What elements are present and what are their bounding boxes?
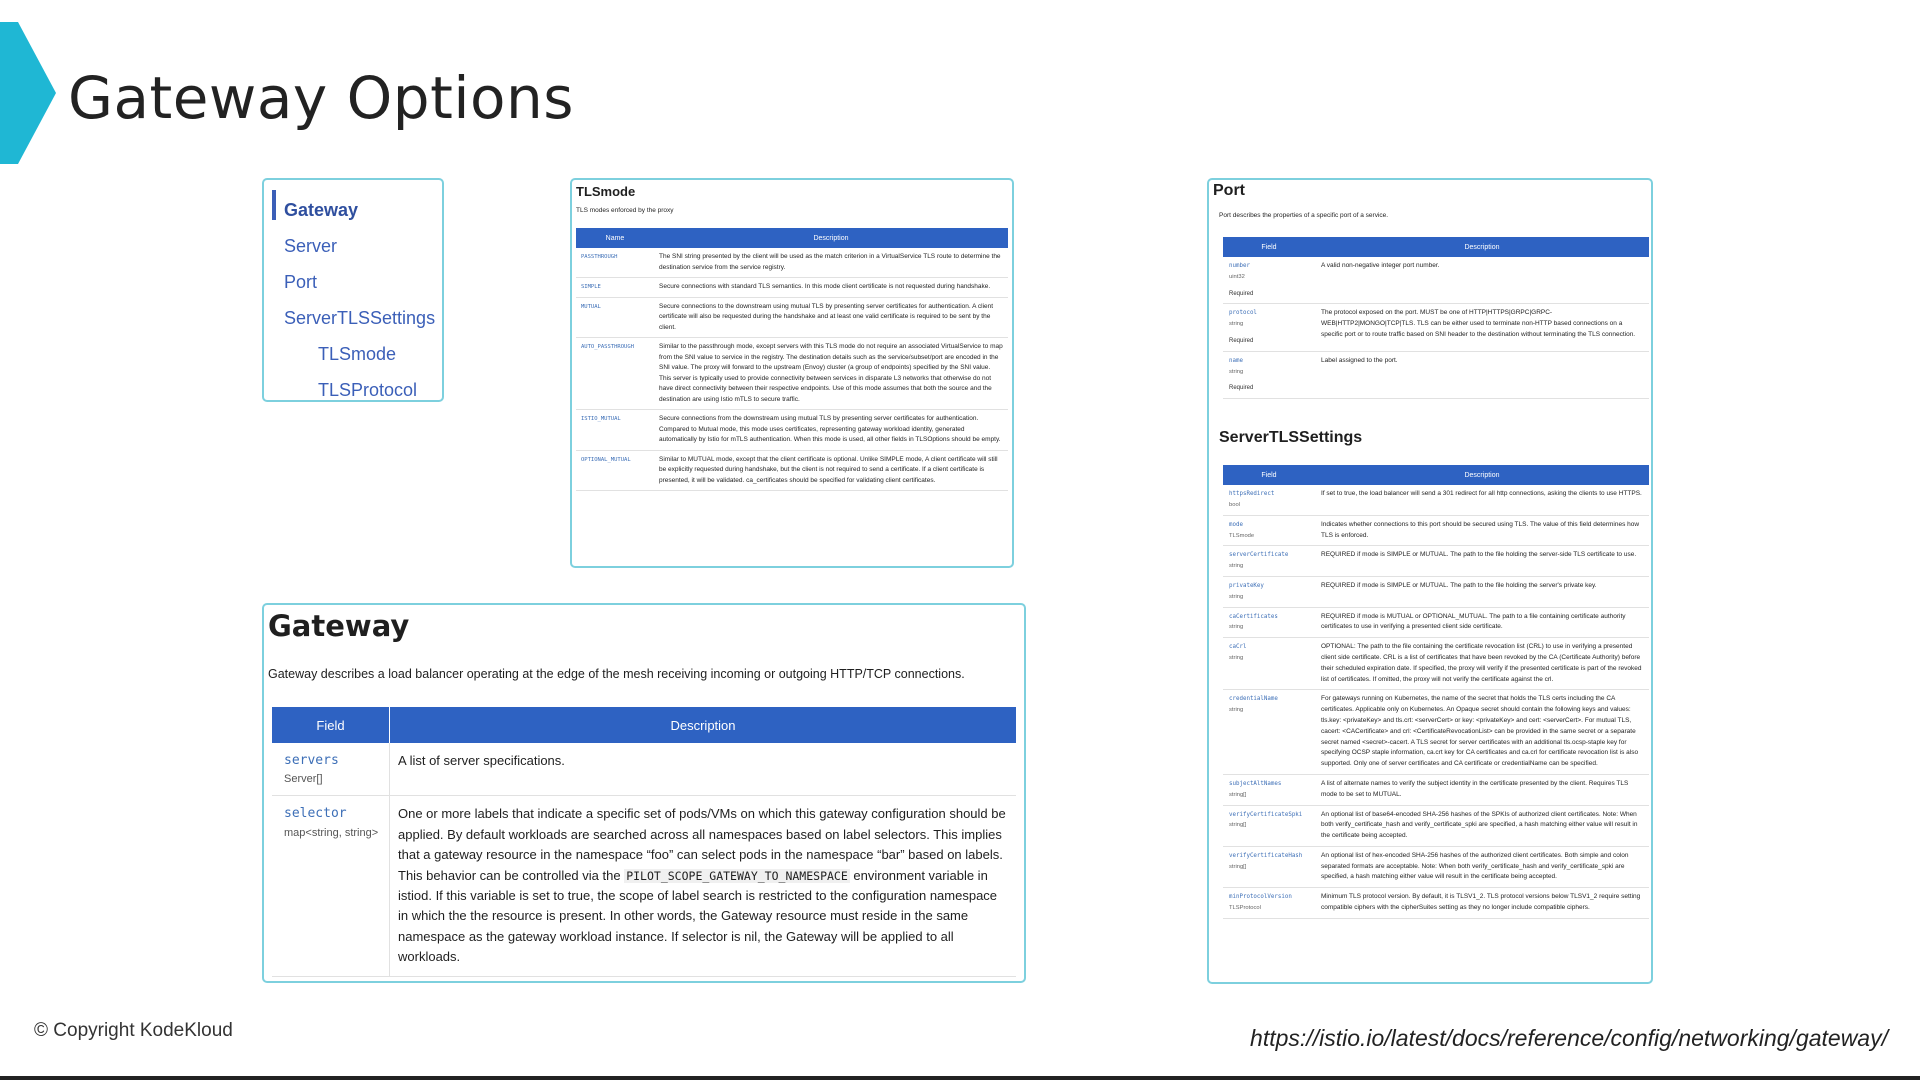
field-description: Minimum TLS protocol version. By default, it is TLSV1_2. TLS protocol versions below TLSV1_2 require setting compatible ciphers with the cipherSuites setting as they no longer include compatible ciphers. [1315,888,1649,919]
field-name: servers [284,753,339,768]
table-row [576,338,1008,410]
port-servertls-card [1207,178,1653,984]
field-name: httpsRedirect [1229,491,1275,498]
field-type: bool [1229,501,1240,508]
table-row [576,278,1008,298]
field-name: minProtocolVersion [1229,894,1292,901]
field-type: Server[] [284,773,323,786]
field-description: A list of server specifications. [390,743,1017,796]
table-row [1223,515,1649,546]
gateway-description: Gateway describes a load balancer operating at the edge of the mesh receiving incoming or outgoing HTTP/TCP connections. [268,667,965,681]
desc-part: environment variable in istiod. If this variable is set to true, the scope of label search is restricted to the configuration namespace in which the the resource is present. In other words, the Gateway resource must reside in the same namespace as the gateway workload instance. If selector is nil, the Gateway will be applied to all workloads. [398,867,998,965]
field-type: uint32 [1229,273,1245,280]
table-row [1223,304,1649,351]
table-row [1223,805,1649,846]
field-name: verifyCertificateHash [1229,852,1303,859]
table-row [1223,888,1649,919]
field-type: string[] [1229,791,1247,798]
field-name: number [1229,263,1250,269]
table-row [1223,774,1649,805]
gateway-card [262,603,1026,983]
table-row [1223,846,1649,887]
servertls-table [1223,465,1649,919]
copyright-text: © Copyright KodeKloud [34,1020,233,1041]
field-description: A list of alternate names to verify the subject identity in the certificate presented by the client. Requires TLS mode to be set to MUTUAL. [1315,774,1649,805]
field-type: string [1229,624,1244,631]
mode-description: Similar to the passthrough mode, except servers with this TLS mode do not require an associated VirtualService to map from the SNI value to service in the registry. The destination details such as the service/subset/port are encoded in the SNI value. The proxy will forward to the upstream (Envoy) cluster (a group of endpoints) specified by the SNI value. This server is typically used to provide connectivity between services in disparate L3 networks that otherwise do not have direct connectivity between their respective endpoints. Use of this mode assumes that both the source and the destination are using Istio mTLS to secure traffic. [654,338,1008,410]
field-type: string [1229,563,1244,570]
field-name: mode [1229,521,1243,528]
column-header-name: Name [576,228,654,248]
required-label: Required [1229,337,1254,344]
field-type: TLSmode [1229,532,1255,539]
table-row [576,297,1008,338]
gateway-title: Gateway [268,609,410,643]
field-description [390,796,1017,976]
port-title: Port [1213,182,1245,199]
tlsmode-subtitle: TLS modes enforced by the proxy [576,207,674,214]
table-row [1223,351,1649,398]
field-name: selector [284,806,347,822]
field-type: string[] [1229,822,1247,829]
mode-description: Similar to MUTUAL mode, except that the client certificate is optional. Unlike SIMPLE mode, A client certificate will still be explicitly requested during handshake, but the client is not required to send a certificate. If a client certificate is presented, it will be validated. ca_certificates should be specified for validating client certificates. [654,450,1008,491]
nav-item-tlsprotocol[interactable]: TLSProtocol [318,380,418,400]
column-header-field: Field [1223,237,1315,257]
field-name: protocol [1229,310,1257,317]
required-label: Required [1229,385,1254,392]
field-name: caCrl [1229,644,1247,651]
nav-item-servertlssettings[interactable]: ServerTLSSettings [284,308,436,328]
field-name: subjectAltNames [1229,780,1282,787]
servertls-title: ServerTLSSettings [1219,429,1363,447]
column-header-description: Description [1315,465,1649,485]
nav-item-tlsmode[interactable]: TLSmode [318,344,397,364]
tlsmode-table [576,228,1008,491]
field-name: privateKey [1229,582,1264,589]
table-row [1223,607,1649,638]
chevron-accent-icon [0,22,56,164]
column-header-description: Description [390,707,1017,743]
field-description: A valid non-negative integer port number. [1315,257,1649,304]
table-row [576,410,1008,451]
column-header-description: Description [654,228,1008,248]
mode-description: Secure connections to the downstream using mutual TLS by presenting server certificates for authentication. A client certificate will also be requested during the handshake and at least one valid certificate is required to be sent by the client. [654,297,1008,338]
field-name: verifyCertificateSpki [1229,811,1303,818]
field-description: REQUIRED if mode is SIMPLE or MUTUAL. The path to the file holding the server-side TLS certificate to use. [1315,546,1649,577]
mode-name: PASSTHROUGH [576,248,654,278]
field-description: For gateways running on Kubernetes, the name of the secret that holds the TLS certs including the CA certificates. Applicable only on Kubernetes. An Opaque secret should contain the following keys and values: tls.key: <privateKey> and tls.crt: <serverCert> or key: <privateKey> and cert: <serverCert>. For mutual TLS, cacert: <CACertificate> and crl: <CertificateRevocationList> can be provided in the same secret or a separate secret named <secret>-cacert. A TLS secret for server certificates with an additional tls.ocsp-staple key for specifying OCSP staple information, ca.crt key for CA certificates and ca.crl for certificate revocation list is also supported. Only one of server certificates and CA certificate or credentialName can be specified. [1315,690,1649,775]
field-name: name [1229,357,1243,364]
field-name: caCertificates [1229,613,1278,620]
table-row [1223,485,1649,515]
field-description: Label assigned to the port. [1315,351,1649,398]
env-var-code: PILOT_SCOPE_GATEWAY_TO_NAMESPACE [626,868,848,883]
table-row [576,450,1008,491]
field-description: An optional list of base64-encoded SHA-256 hashes of the SPKIs of authorized client certificates. Note: When both verify_certificate_hash and verify_certificate_spki are specified, a hash matching either value will result in the certificate being accepted. [1315,805,1649,846]
field-description: OPTIONAL: The path to the file containing the certificate revocation list (CRL) to use in verifying a presented client side certificate. CRL is a list of certificates that have been revoked by the CA (Certificate Authority) before their scheduled expiration date. If specified, the proxy will verify if the presented certificate is part of the revoked list of certificates. If omitted, the proxy will not verify the certificate against the crl. [1315,638,1649,690]
field-type: map<string, string> [284,826,379,839]
table-row [1223,638,1649,690]
table-row [1223,576,1649,607]
column-header-field: Field [1223,465,1315,485]
mode-name: MUTUAL [576,297,654,338]
docs-nav-card [262,178,444,402]
nav-item-gateway[interactable]: Gateway [284,200,359,220]
field-description: REQUIRED if mode is SIMPLE or MUTUAL. The path to the file holding the server's private key. [1315,576,1649,607]
mode-name: OPTIONAL_MUTUAL [576,450,654,491]
field-type: string [1229,321,1244,328]
field-type: string [1229,707,1244,714]
field-name: credentialName [1229,696,1278,703]
field-type: string [1229,593,1244,600]
field-type: string [1229,654,1244,661]
table-row [272,796,1016,976]
tlsmode-title: TLSmode [576,184,636,199]
table-row [1223,690,1649,775]
mode-name: SIMPLE [576,278,654,298]
port-subtitle: Port describes the properties of a specific port of a service. [1219,212,1389,219]
field-type: string[] [1229,863,1247,870]
field-type: string [1229,368,1244,375]
nav-item-server[interactable]: Server [284,236,338,256]
field-description: If set to true, the load balancer will send a 301 redirect for all http connections, asking the clients to use HTTPS. [1315,485,1649,515]
tlsmode-card [570,178,1014,568]
mode-description: The SNI string presented by the client will be used as the match criterion in a VirtualService TLS route to determine the destination service from the service registry. [654,248,1008,278]
active-indicator [272,190,276,220]
gateway-table [272,707,1016,977]
nav-item-port[interactable]: Port [284,272,318,292]
field-description: Indicates whether connections to this port should be secured using TLS. The value of this field determines how TLS is enforced. [1315,515,1649,546]
column-header-field: Field [272,707,390,743]
table-row [576,248,1008,278]
column-header-description: Description [1315,237,1649,257]
mode-description: Secure connections with standard TLS semantics. In this mode client certificate is not requested during handshake. [654,278,1008,298]
required-label: Required [1229,290,1254,297]
table-row [1223,257,1649,304]
desc-part: One or more labels that indicate a specific set of pods/VMs on which this gateway configuration should be applied. By default workloads are searched across all namespaces based on label selectors. This implies that a gateway resource in the namespace “foo” can select pods in the namespace “bar” based on labels. This behavior can be controlled via the [398,806,1006,883]
mode-description: Secure connections from the downstream using mutual TLS by presenting server certificates for authentication. Compared to Mutual mode, this mode uses certificates, representing gateway workload identity, generated automatically by Istio for mTLS authentication. When this mode is used, all other fields in TLSOptions should be empty. [654,410,1008,451]
table-row [272,743,1016,796]
port-table [1223,237,1649,399]
field-name: serverCertificate [1229,552,1289,559]
table-row [1223,546,1649,577]
field-description: An optional list of hex-encoded SHA-256 hashes of the authorized client certificates. Both simple and colon separated formats are acceptable. Note: When both verify_certificate_hash and verify_certificate_spki are specified, a hash matching either value will result in the certificate being accepted. [1315,846,1649,887]
mode-name: ISTIO_MUTUAL [576,410,654,451]
bottom-divider [0,1076,1920,1080]
mode-name: AUTO_PASSTHROUGH [576,338,654,410]
field-description: REQUIRED if mode is MUTUAL or OPTIONAL_MUTUAL. The path to a file containing certificate authority certificates to use in verifying a presented client side certificate. [1315,607,1649,638]
field-description: The protocol exposed on the port. MUST be one of HTTP|HTTPS|GRPC|GRPC-WEB|HTTP2|MONGO|TCP|TLS. TLS can be either used to terminate non-HTTP based connections on a specific port or to route traffic based on SNI header to the destination without terminating the TLS connection. [1315,304,1649,351]
slide-title: Gateway Options [68,64,574,132]
source-url-link[interactable]: https://istio.io/latest/docs/reference/config/networking/gateway/ [1250,1025,1888,1051]
field-type: TLSProtocol [1229,905,1261,912]
